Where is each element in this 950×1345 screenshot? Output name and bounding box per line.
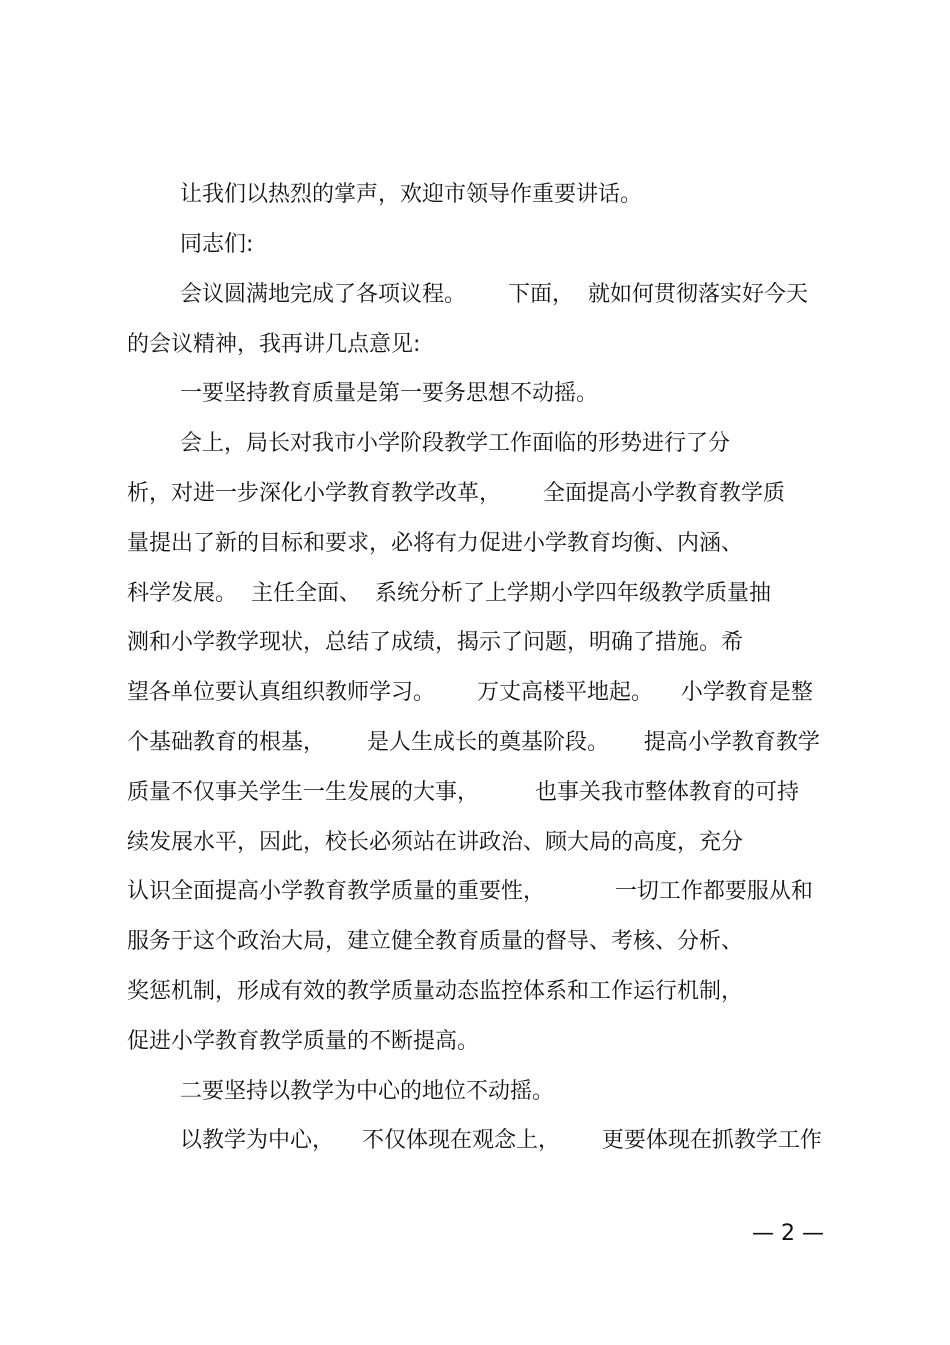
- paragraph-line: 一要坚持教育质量是第一要务思想不动摇。: [180, 381, 599, 406]
- paragraph-line: 续发展水平，因此，校长必须站在讲政治、顾大局的高度，充分: [127, 830, 744, 855]
- paragraph-line: 望各单位要认真组织教师学习。 万丈高楼平地起。 小学教育是整: [127, 680, 813, 705]
- paragraph-line: 让我们以热烈的掌声，欢迎市领导作重要讲话。: [180, 182, 643, 207]
- page-number: — 2 —: [752, 1221, 824, 1246]
- paragraph-line: 同志们:: [180, 232, 254, 257]
- paragraph-line: 测和小学教学现状，总结了成绩，揭示了问题，明确了措施。希: [127, 630, 744, 655]
- paragraph-line: 奖惩机制，形成有效的教学质量动态监控体系和工作运行机制，: [127, 979, 744, 1004]
- paragraph-line: 科学发展。 主任全面、 系统分析了上学期小学四年级教学质量抽: [127, 581, 771, 606]
- paragraph-line: 以教学为中心， 不仅体现在观念上， 更要体现在抓教学工作: [180, 1128, 822, 1153]
- paragraph-line: 服务于这个政治大局，建立健全教育质量的督导、考核、分析、: [127, 929, 744, 954]
- paragraph-line: 个基础教育的根基， 是人生成长的奠基阶段。 提高小学教育教学: [127, 730, 820, 755]
- paragraph-line: 二要坚持以教学为中心的地位不动摇。: [180, 1079, 555, 1104]
- paragraph-line: 会议圆满地完成了各项议程。 下面， 就如何贯彻落实好今天: [180, 282, 808, 307]
- paragraph-line: 的会议精神，我再讲几点意见:: [127, 332, 421, 357]
- paragraph-line: 会上，局长对我市小学阶段教学工作面临的形势进行了分: [180, 431, 731, 456]
- paragraph-line: 质量不仅事关学生一生发展的大事， 也事关我市整体教育的可持: [127, 780, 799, 805]
- paragraph-line: 量提出了新的目标和要求，必将有力促进小学教育均衡、内涵、: [127, 531, 744, 556]
- paragraph-line: 认识全面提高小学教育教学质量的重要性， 一切工作都要服从和: [127, 879, 813, 904]
- paragraph-line: 析，对进一步深化小学教育教学改革， 全面提高小学教育教学质: [127, 481, 785, 506]
- paragraph-line: 促进小学教育教学质量的不断提高。: [127, 1029, 480, 1054]
